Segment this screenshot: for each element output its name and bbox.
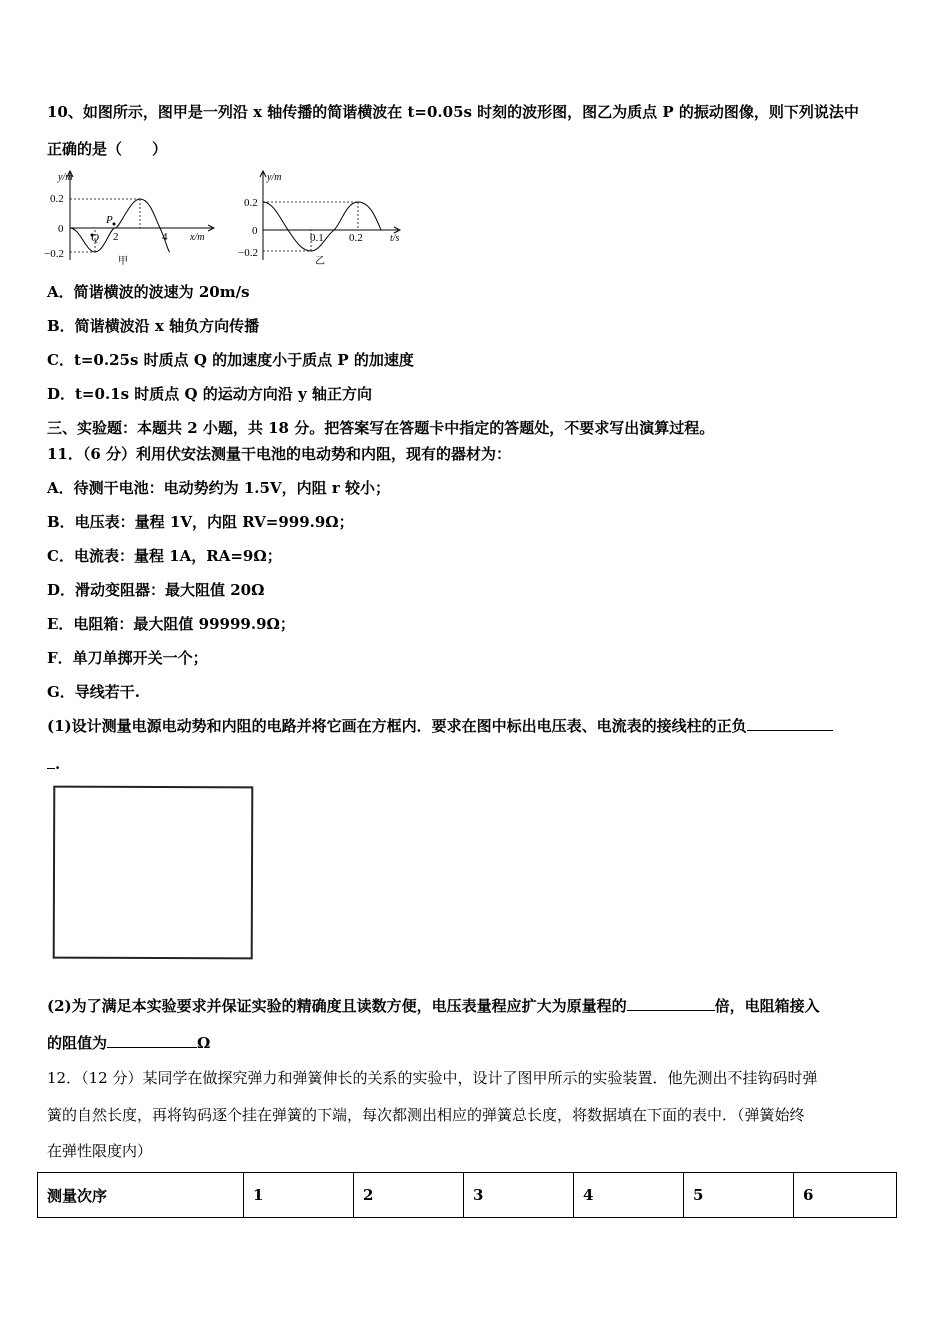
fig-jia-origin: 0 xyxy=(58,223,64,235)
table-header-cell: 4 xyxy=(574,1173,684,1218)
section-3-heading: 三、实验题：本题共 2 小题，共 18 分。把答案写在答题卡中指定的答题处，不要求写出演算过程。 xyxy=(47,419,715,437)
fig-yi-y-pos: 0.2 xyxy=(244,197,258,209)
fig-jia-y-neg: −0.2 xyxy=(44,248,64,260)
q10-stem-line1: 10、如图所示，图甲是一列沿 x 轴传播的简谐横波在 t=0.05s 时刻的波形图，图乙为质点 P 的振动图像，则下列说法中 xyxy=(47,103,859,121)
fig-yi-ylabel: y/m xyxy=(267,172,282,183)
fig-jia-ylabel: y/m xyxy=(58,172,73,183)
q11-part1-blank[interactable] xyxy=(747,716,833,731)
fig-yi-tick-02: 0.2 xyxy=(349,232,363,244)
q11-part1-blank-cont[interactable] xyxy=(47,754,55,769)
figure-jia-wave xyxy=(44,168,224,268)
table-header-cell: 3 xyxy=(464,1173,574,1218)
table-header-cell: 5 xyxy=(684,1173,794,1218)
fig-jia-tick-4: 4 xyxy=(162,231,168,243)
q11-item-f: F．单刀单掷开关一个； xyxy=(47,649,208,667)
circuit-drawing-box[interactable] xyxy=(53,786,254,960)
q11-part1-end xyxy=(47,754,60,774)
fig-jia-point-q: Q xyxy=(91,232,99,244)
fig-yi-xlabel: t/s xyxy=(390,233,400,244)
fig-yi-y-neg: −0.2 xyxy=(238,247,258,259)
q11-item-g: G．导线若干. xyxy=(47,683,141,701)
fig-jia-wave-curve xyxy=(70,199,170,252)
table-header-cell: 1 xyxy=(244,1173,354,1218)
q10-option-b: B．简谐横波沿 x 轴负方向传播 xyxy=(47,317,260,335)
q11-part2-line2 xyxy=(47,1033,210,1053)
q11-part2-text-c: 的阻值为 xyxy=(47,1034,108,1052)
q11-part2-blank-multiple[interactable] xyxy=(627,996,715,1011)
q11-part1-period: . xyxy=(55,755,61,773)
fig-jia-point-p: P xyxy=(106,214,113,226)
q11-item-a: A．待测干电池：电动势约为 1.5V，内阻 r 较小； xyxy=(47,479,390,497)
table-header-cell: 测量次序 xyxy=(38,1173,244,1218)
q10-option-c: C．t=0.25s 时质点 Q 的加速度小于质点 P 的加速度 xyxy=(47,351,414,369)
q12-line1: 12．（12 分）某同学在做探究弹力和弹簧伸长的关系的实验中，设计了图甲所示的实验装置．他先测出不挂钩码时弹 xyxy=(47,1069,818,1087)
q10-option-a: A．简谐横波的波速为 20m/s xyxy=(47,283,250,301)
table-row xyxy=(38,1173,897,1218)
q11-item-c: C．电流表：量程 1A，RA=9Ω； xyxy=(47,547,282,565)
q11-part2-text-b: 倍，电阻箱接入 xyxy=(714,997,820,1015)
fig-yi-origin: 0 xyxy=(252,225,258,237)
measurement-table xyxy=(37,1172,897,1218)
q11-part2-unit: Ω xyxy=(197,1034,211,1052)
fig-jia-y-pos: 0.2 xyxy=(50,193,64,205)
figure-yi-vibration xyxy=(238,168,418,268)
q11-part2-blank-resistance[interactable] xyxy=(107,1033,197,1048)
table-header-cell: 2 xyxy=(354,1173,464,1218)
q11-part2-line1 xyxy=(47,996,820,1016)
q10-option-d: D．t=0.1s 时质点 Q 的运动方向沿 y 轴正方向 xyxy=(47,385,372,403)
q11-part1 xyxy=(47,716,833,736)
table-header-cell: 6 xyxy=(794,1173,897,1218)
q11-item-d: D．滑动变阻器：最大阻值 20Ω xyxy=(47,581,265,599)
fig-yi-tick-01: 0.1 xyxy=(310,232,324,244)
q11-item-e: E．电阻箱：最大阻值 99999.9Ω； xyxy=(47,615,295,633)
q10-stem-line2: 正确的是（ ） xyxy=(47,140,168,158)
q11-item-b: B．电压表：量程 1V，内阻 RV=999.9Ω； xyxy=(47,513,354,531)
fig-jia-tick-2: 2 xyxy=(113,231,119,243)
q11-part1-text: (1)设计测量电源电动势和内阻的电路并将它画在方框内．要求在图中标出电压表、电流表的接线柱的正负 xyxy=(47,717,747,735)
q12-line3: 在弹性限度内） xyxy=(47,1142,153,1160)
fig-jia-xlabel: x/m xyxy=(190,232,205,243)
q11-part2-text-a: (2)为了满足本实验要求并保证实验的精确度且读数方便，电压表量程应扩大为原量程的 xyxy=(47,997,627,1015)
fig-yi-caption: 乙 xyxy=(315,256,325,267)
q12-line2: 簧的自然长度，再将钩码逐个挂在弹簧的下端，每次都测出相应的弹簧总长度，将数据填在下面的表中．（弹簧始终 xyxy=(47,1106,805,1124)
q11-stem: 11．（6 分）利用伏安法测量干电池的电动势和内阻，现有的器材为： xyxy=(47,445,512,463)
fig-jia-caption: 甲 xyxy=(118,256,128,267)
